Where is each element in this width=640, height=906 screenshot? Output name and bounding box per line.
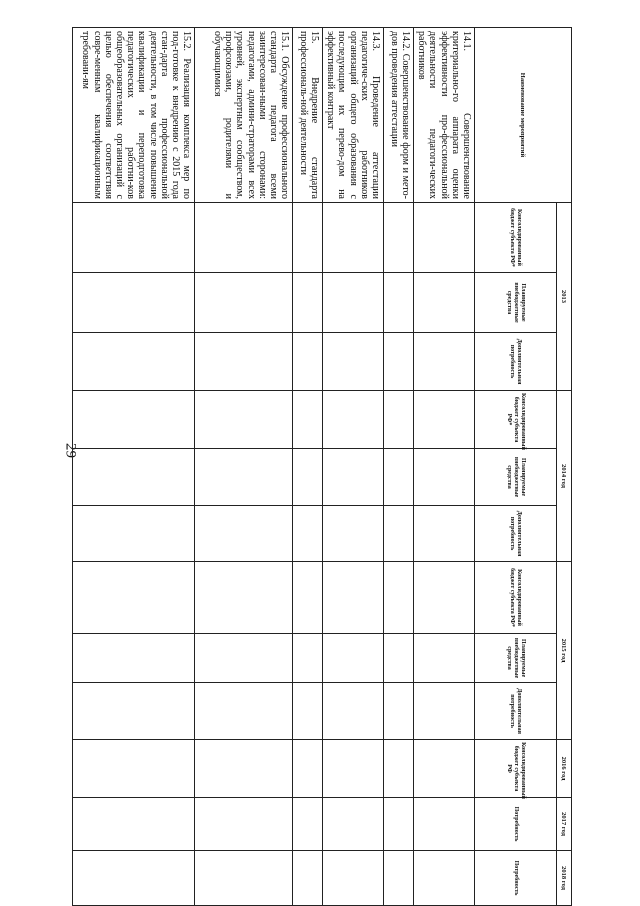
value-cell bbox=[73, 562, 195, 634]
value-cell bbox=[195, 333, 293, 391]
value-cell bbox=[323, 273, 384, 333]
value-cell bbox=[293, 562, 323, 634]
name-column-header: Наименование мероприятий bbox=[475, 28, 572, 203]
value-cell bbox=[414, 203, 475, 273]
col-header-2014-additional: Дополнительная потребность bbox=[475, 506, 557, 562]
value-cell bbox=[73, 634, 195, 683]
value-cell bbox=[414, 391, 475, 449]
value-cell bbox=[73, 273, 195, 333]
value-cell bbox=[323, 562, 384, 634]
col-header-2013-budget: Консолидированный бюджет субъекта РФ* bbox=[475, 203, 557, 273]
year-header-2013: 2013 bbox=[557, 203, 572, 391]
year-header-2018: 2018 год bbox=[557, 851, 572, 906]
value-cell bbox=[323, 391, 384, 449]
value-cell bbox=[414, 506, 475, 562]
activity-cell: 14.3. Проведение аттестации педагогиче-ских работников организаций общего образования с последующим их перево-дом на эффективный контракт bbox=[323, 28, 384, 203]
col-header-2016-budget: Консолидированный бюджет субъекта РФ bbox=[475, 740, 557, 798]
value-cell bbox=[73, 798, 195, 851]
activity-cell: 14.2. Совершенствование форм и мето-дов проведения аттестации bbox=[384, 28, 414, 203]
value-cell bbox=[73, 683, 195, 740]
col-header-2014-offbudget: Планируемые внебюджетные средства bbox=[475, 449, 557, 506]
value-cell bbox=[293, 851, 323, 906]
value-cell bbox=[323, 203, 384, 273]
year-header-2014: 2014 год bbox=[557, 391, 572, 562]
value-cell bbox=[414, 449, 475, 506]
table-row bbox=[195, 28, 293, 906]
col-header-2018-need: Потребность bbox=[475, 851, 557, 906]
value-cell bbox=[384, 391, 414, 449]
value-cell bbox=[195, 562, 293, 634]
value-cell bbox=[293, 273, 323, 333]
value-cell bbox=[73, 449, 195, 506]
table-row bbox=[73, 28, 195, 906]
year-header-2017: 2017 год bbox=[557, 798, 572, 851]
value-cell bbox=[384, 740, 414, 798]
col-header-2017-need: Потребность bbox=[475, 798, 557, 851]
col-header-2013-additional: Дополнительная потребность bbox=[475, 333, 557, 391]
value-cell bbox=[384, 449, 414, 506]
col-header-2013-offbudget: Планируемые внебюджетные средства bbox=[475, 273, 557, 333]
value-cell bbox=[293, 391, 323, 449]
value-cell bbox=[384, 506, 414, 562]
value-cell bbox=[414, 273, 475, 333]
page-number: 29 bbox=[62, 443, 79, 458]
col-header-2015-additional: Дополнительная потребность bbox=[475, 683, 557, 740]
value-cell bbox=[384, 683, 414, 740]
table-row bbox=[384, 28, 414, 906]
activity-cell: 15.2. Реализация комплекса мер по под-готовке к внедрению с 2015 года стан-дарта профессиональной деятельности, в том числе повышение квалификации и переподготовка педагогических работни-ков общеобразовательных организаций с целью обеспечения соответствия совре-менным квалификационным требовани-ям bbox=[73, 28, 195, 203]
activity-cell: 14.1. Совершенствование критериально-го аппарата оценки эффективности про-фессиональной деятельности педагоги-ческих работников bbox=[414, 28, 475, 203]
value-cell bbox=[293, 740, 323, 798]
value-cell bbox=[384, 634, 414, 683]
activity-cell: 15.1. Обсуждение профессионального стандарта педагога всеми заинтересован-ными сторонами: педагогами, админи-страторами всех уровней, экспертным сообществом, профсоюзами, родителями и обучающимися bbox=[195, 28, 293, 203]
value-cell bbox=[73, 203, 195, 273]
table-row bbox=[414, 28, 475, 906]
year-header-2016: 2016 год bbox=[557, 740, 572, 798]
value-cell bbox=[293, 634, 323, 683]
value-cell bbox=[323, 683, 384, 740]
table-row bbox=[293, 28, 323, 906]
rotated-table-area bbox=[80, 27, 572, 896]
value-cell bbox=[323, 449, 384, 506]
activity-cell: 15. Внедрение стандарта профессиональ-ной деятельности bbox=[293, 28, 323, 203]
value-cell bbox=[195, 449, 293, 506]
value-cell bbox=[414, 740, 475, 798]
value-cell bbox=[73, 506, 195, 562]
value-cell bbox=[323, 851, 384, 906]
value-cell bbox=[323, 333, 384, 391]
value-cell bbox=[323, 506, 384, 562]
value-cell bbox=[195, 683, 293, 740]
value-cell bbox=[323, 634, 384, 683]
value-cell bbox=[293, 798, 323, 851]
col-header-2014-budget: Консолидированный бюджет субъекта РФ* bbox=[475, 391, 557, 449]
value-cell bbox=[384, 851, 414, 906]
year-header-2015: 2015 год bbox=[557, 562, 572, 740]
value-cell bbox=[414, 634, 475, 683]
value-cell bbox=[293, 683, 323, 740]
value-cell bbox=[195, 798, 293, 851]
value-cell bbox=[195, 740, 293, 798]
value-cell bbox=[323, 798, 384, 851]
value-cell bbox=[384, 798, 414, 851]
table-row bbox=[323, 28, 384, 906]
value-cell bbox=[195, 273, 293, 333]
value-cell bbox=[195, 506, 293, 562]
value-cell bbox=[384, 273, 414, 333]
value-cell bbox=[384, 333, 414, 391]
value-cell bbox=[293, 449, 323, 506]
value-cell bbox=[293, 333, 323, 391]
value-cell bbox=[414, 333, 475, 391]
value-cell bbox=[323, 740, 384, 798]
value-cell bbox=[195, 851, 293, 906]
value-cell bbox=[293, 506, 323, 562]
activities-table bbox=[72, 27, 572, 906]
value-cell bbox=[195, 203, 293, 273]
value-cell bbox=[414, 851, 475, 906]
value-cell bbox=[293, 203, 323, 273]
value-cell bbox=[73, 333, 195, 391]
value-cell bbox=[384, 562, 414, 634]
value-cell bbox=[414, 562, 475, 634]
value-cell bbox=[73, 391, 195, 449]
value-cell bbox=[195, 634, 293, 683]
col-header-2015-budget: Консолидированный бюджет субъекта РФ* bbox=[475, 562, 557, 634]
value-cell bbox=[73, 740, 195, 798]
col-header-2015-offbudget: Планируемые внебюджетные средства bbox=[475, 634, 557, 683]
value-cell bbox=[384, 203, 414, 273]
table-container bbox=[80, 27, 572, 896]
value-cell bbox=[195, 391, 293, 449]
value-cell bbox=[73, 851, 195, 906]
value-cell bbox=[414, 683, 475, 740]
value-cell bbox=[414, 798, 475, 851]
